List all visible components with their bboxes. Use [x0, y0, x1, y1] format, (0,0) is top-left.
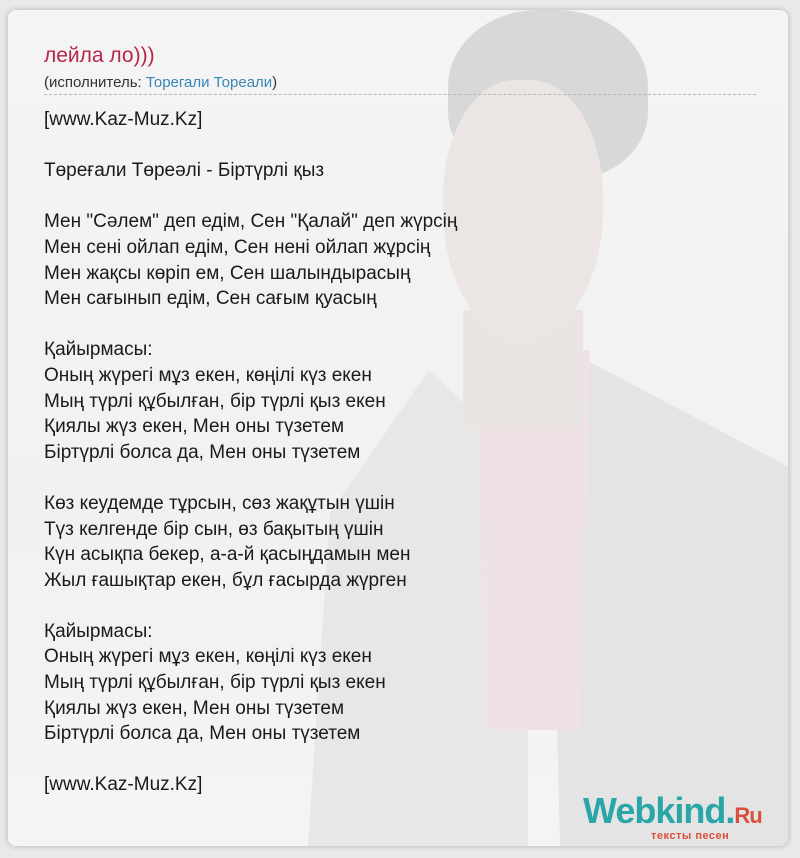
lyric-line: [44, 312, 744, 338]
title-divider: [44, 94, 756, 95]
song-title: лейла ло))): [44, 44, 155, 67]
lyric-line: Көз кеудемде тұрсын, сөз жақұтын үшін: [44, 492, 395, 514]
lyric-line: [44, 465, 744, 491]
logo-main-text: Webkind: [583, 790, 726, 831]
lyric-line: Күн асықпа бекер, а-а-й қасыңдамын мен: [44, 544, 411, 566]
lyric-line: Түз келгенде бір сын, өз бақытың үшін: [44, 518, 384, 540]
lyric-line: Төреғали Төреәлі - Біртүрлі қыз: [44, 160, 325, 182]
lyric-line: Оның жүрегі мұз екен, көңілі күз екен: [44, 364, 372, 386]
lyric-line: Оның жүрегі мұз екен, көңілі күз екен: [44, 646, 372, 668]
lyric-line: Мен сені ойлап едім, Сен нені ойлап жұрсің: [44, 236, 431, 258]
lyric-line: Мың түрлі құбылған, бір түрлі қыз екен: [44, 672, 386, 694]
lyric-line: Қайырмасы:: [44, 620, 153, 642]
lyric-line: [44, 593, 744, 619]
lyric-line: Мен сағынып едім, Сен сағым қуасың: [44, 288, 377, 310]
logo-subtitle: тексты песен: [651, 830, 730, 842]
artist-prefix: (исполнитель:: [44, 74, 146, 91]
logo-wordmark: [583, 790, 762, 832]
lyric-line: [44, 133, 744, 159]
lyric-line: Қиялы жүз екен, Мен оны түзетем: [44, 416, 345, 438]
lyric-line: Мен "Сәлем" деп едім, Сен "Қалай" деп жүрсің: [44, 211, 458, 233]
logo-tld: Ru: [734, 803, 762, 828]
artist-suffix: ): [272, 74, 278, 91]
lyric-line: Жыл ғашықтар екен, бұл ғасырда жүрген: [44, 569, 407, 591]
lyric-line: Мен жақсы көріп ем, Сен шалындырасың: [44, 262, 411, 284]
logo-dot: .: [725, 790, 735, 831]
lyric-line: Қайырмасы:: [44, 339, 153, 361]
lyric-line: [44, 184, 744, 210]
lyric-line: Мың түрлі құбылған, бір түрлі қыз екен: [44, 390, 386, 412]
lyrics-text: [44, 107, 744, 798]
artist-line: [44, 74, 277, 91]
lyric-line: Қиялы жүз екен, Мен оны түзетем: [44, 697, 345, 719]
lyric-line: [44, 747, 744, 773]
lyric-line: [www.Kaz-Muz.Kz]: [44, 774, 203, 796]
artist-link[interactable]: Торегали Тореали: [145, 74, 273, 91]
lyrics-card: [8, 10, 788, 846]
lyric-line: [www.Kaz-Muz.Kz]: [44, 109, 203, 130]
webkind-logo[interactable]: [583, 790, 783, 840]
lyric-line: Біртүрлі болса да, Мен оны түзетем: [44, 723, 361, 745]
lyric-line: Біртүрлі болса да, Мен оны түзетем: [44, 441, 361, 463]
